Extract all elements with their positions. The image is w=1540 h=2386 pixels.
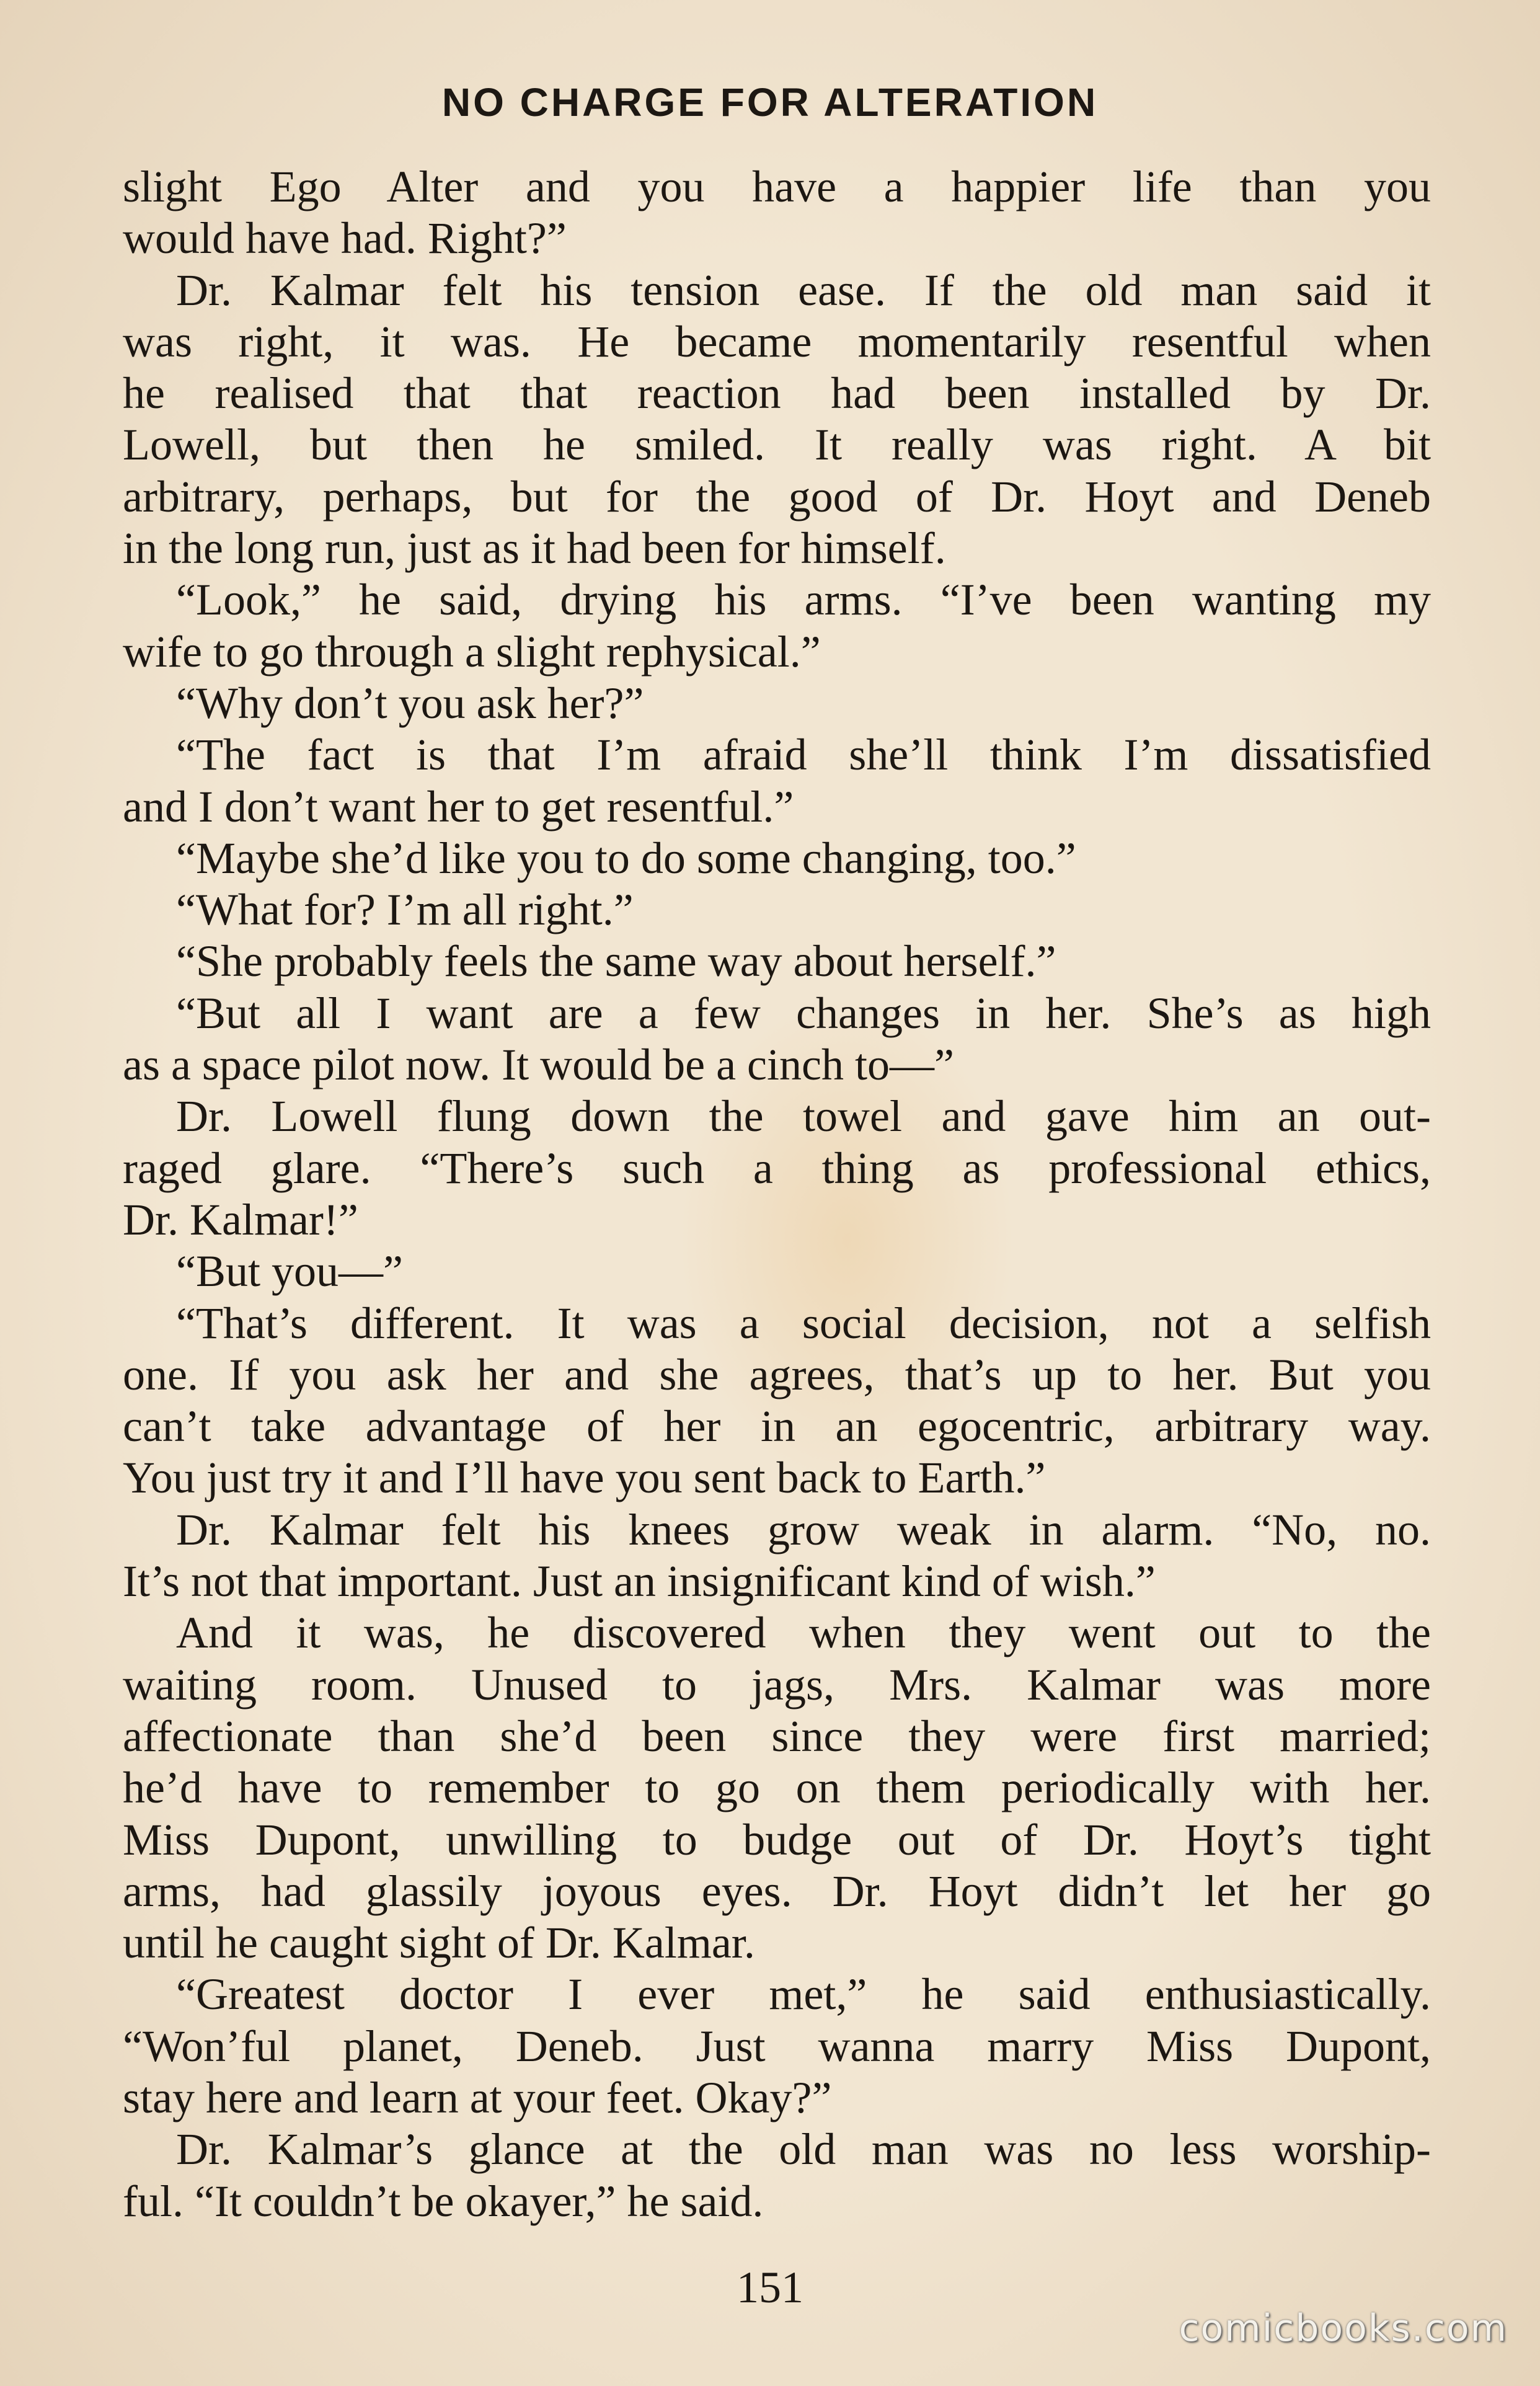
text-line: he realised that that reaction had been installed by Dr. — [123, 368, 1431, 419]
text-line: until he caught sight of Dr. Kalmar. — [123, 1918, 755, 1968]
text-line: arbitrary, perhaps, but for the good of Dr. Hoyt and Deneb — [123, 471, 1431, 521]
text-line: Dr. Kalmar!” — [123, 1194, 358, 1244]
text-line: he’d have to remember to go on them periodically with her. — [123, 1763, 1431, 1813]
text-line: “Greatest doctor I ever met,” he said enthusiastically. — [176, 1969, 1431, 2020]
text-line: Miss Dupont, unwilling to budge out of Dr. Hoyt’s tight — [123, 1814, 1431, 1865]
text-line: one. If you ask her and she agrees, that’s up to her. But you — [123, 1349, 1431, 1399]
text-line: raged glare. “There’s such a thing as professional ethics, — [123, 1143, 1431, 1193]
text-line: affectionate than she’d been since they were first married; — [123, 1711, 1431, 1761]
text-line: It’s not that important. Just an insignificant kind of wish.” — [123, 1556, 1156, 1607]
text-line: Dr. Kalmar’s glance at the old man was no less worship- — [176, 2124, 1431, 2175]
text-line: “Won’ful planet, Deneb. Just wanna marry Miss Dupont, — [123, 2021, 1431, 2071]
text-line: “But you—” — [176, 1246, 403, 1297]
text-line: and I don’t want her to get resentful.” — [123, 781, 794, 832]
text-line: in the long run, just as it had been for himself. — [123, 523, 946, 574]
page-number: 151 — [737, 2263, 803, 2312]
text-line: waiting room. Unused to jags, Mrs. Kalmar was more — [123, 1659, 1431, 1710]
text-line: was right, it was. He became momentarily resentful when — [123, 316, 1431, 366]
text-line: slight Ego Alter and you have a happier life than you — [123, 162, 1431, 211]
text-line: would have had. Right?” — [123, 213, 567, 264]
text-line: “What for? I’m all right.” — [176, 885, 634, 935]
text-line: “But all I want are a few changes in her. She’s as high — [176, 988, 1431, 1038]
text-line: can’t take advantage of her in an egocentric, arbitrary way. — [123, 1401, 1431, 1452]
text-line: Dr. Kalmar felt his knees grow weak in alarm. “No, no. — [176, 1504, 1431, 1554]
text-line: arms, had glassily joyous eyes. Dr. Hoyt didn’t let her go — [123, 1866, 1431, 1916]
text-line: as a space pilot now. It would be a cinch to—” — [123, 1040, 954, 1090]
text-line: “The fact is that I’m afraid she’ll think I’m dissatisfied — [176, 730, 1431, 780]
text-line: “She probably feels the same way about herself.” — [176, 936, 1056, 987]
text-line: Dr. Kalmar felt his tension ease. If the old man said it — [176, 265, 1431, 315]
watermark-logo: comicbooks.com — [1179, 2307, 1508, 2350]
text-line: Dr. Lowell flung down the towel and gave him an out- — [176, 1091, 1431, 1142]
text-line: And it was, he discovered when they went out to the — [176, 1608, 1431, 1658]
text-line: “Why don’t you ask her?” — [176, 678, 644, 728]
text-line: “That’s different. It was a social decision, not a selfish — [176, 1298, 1431, 1348]
text-line: Lowell, but then he smiled. It really was right. A bit — [123, 420, 1431, 470]
running-head: NO CHARGE FOR ALTERATION — [441, 80, 1099, 125]
text-line: stay here and learn at your feet. Okay?” — [123, 2072, 832, 2122]
text-line: You just try it and I’ll have you sent back to Earth.” — [123, 1453, 1046, 1503]
text-line: “Look,” he said, drying his arms. “I’ve been wanting my — [176, 575, 1431, 625]
text-line: “Maybe she’d like you to do some changing, too.” — [176, 833, 1076, 883]
text-line: wife to go through a slight rephysical.” — [123, 626, 821, 676]
body-text — [123, 161, 1431, 2227]
text-line: ful. “It couldn’t be okayer,” he said. — [123, 2176, 764, 2226]
